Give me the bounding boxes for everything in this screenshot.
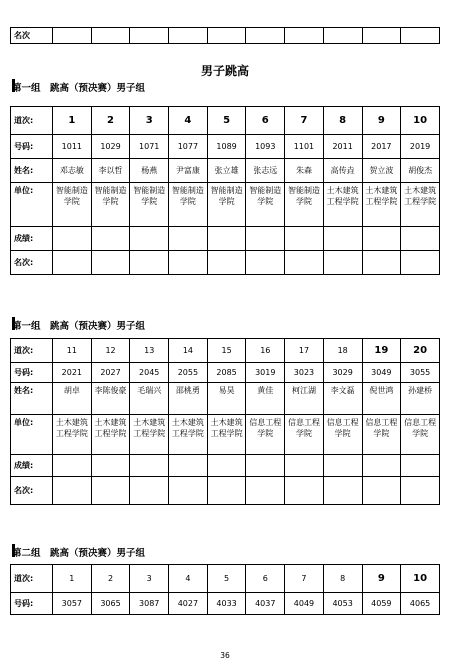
empty-cell <box>362 28 401 44</box>
empty-cell <box>401 455 440 477</box>
table-cell: 姓名: <box>11 159 53 183</box>
table-cell: 李文磊 <box>323 383 362 415</box>
table-cell: 1093 <box>246 135 285 159</box>
table-cell: 成绩: <box>11 227 53 251</box>
table-cell: 3065 <box>91 593 130 615</box>
table-cell: 4 <box>169 565 208 593</box>
table-cell: 6 <box>246 565 285 593</box>
table-cell: 6 <box>246 107 285 135</box>
group-1-heading: 第一组 跳高（预决赛）男子组 <box>12 83 146 94</box>
table-cell: 贺立波 <box>362 159 401 183</box>
table-cell: 号码: <box>11 363 53 383</box>
table-cell: 3019 <box>246 363 285 383</box>
table-cell: 土木建筑工程学院 <box>53 415 92 455</box>
table-cell: 张立雄 <box>207 159 246 183</box>
table-cell: 智能制造学院 <box>91 183 130 227</box>
empty-cell <box>91 251 130 275</box>
table-cell: 黄佳 <box>246 383 285 415</box>
table-cell: 8 <box>323 565 362 593</box>
lane-row <box>11 339 440 363</box>
table-cell: 2021 <box>53 363 92 383</box>
table-cell: 3055 <box>401 363 440 383</box>
table-cell: 1077 <box>169 135 208 159</box>
empty-cell <box>323 477 362 505</box>
table-cell: 18 <box>323 339 362 363</box>
group-3-table <box>10 564 440 615</box>
table-cell: 智能制造学院 <box>130 183 169 227</box>
table-cell: 智能制造学院 <box>285 183 324 227</box>
unit-row <box>11 415 440 455</box>
empty-cell <box>53 477 92 505</box>
table-cell: 名次: <box>11 477 53 505</box>
empty-cell <box>207 455 246 477</box>
rank-row <box>11 251 440 275</box>
number-row <box>11 363 440 383</box>
table-cell: 3029 <box>323 363 362 383</box>
table-cell: 3 <box>130 107 169 135</box>
table-cell: 7 <box>285 107 324 135</box>
table-cell: 4065 <box>401 593 440 615</box>
table-cell: 邵桃勇 <box>169 383 208 415</box>
table-cell: 土木建筑工程学院 <box>323 183 362 227</box>
table-cell: 5 <box>207 107 246 135</box>
table-cell: 单位: <box>11 415 53 455</box>
table-cell: 2027 <box>91 363 130 383</box>
empty-cell <box>246 251 285 275</box>
table-cell: 姓名: <box>11 383 53 415</box>
group-3-heading: 第二组 跳高（预决赛）男子组 <box>12 548 146 559</box>
empty-cell <box>207 477 246 505</box>
group-1-table <box>10 106 440 275</box>
table-cell: 2011 <box>323 135 362 159</box>
table-cell: 高传垚 <box>323 159 362 183</box>
table-cell: 土木建筑工程学院 <box>207 415 246 455</box>
empty-cell <box>130 455 169 477</box>
table-cell: 信息工程学院 <box>362 415 401 455</box>
table-cell: 1 <box>53 565 92 593</box>
empty-cell <box>285 455 324 477</box>
table-cell: 3087 <box>130 593 169 615</box>
table-cell: 孙建桥 <box>401 383 440 415</box>
empty-cell <box>401 28 440 44</box>
table-cell: 土木建筑工程学院 <box>362 183 401 227</box>
table-cell: 智能制造学院 <box>246 183 285 227</box>
table-cell: 土木建筑工程学院 <box>91 415 130 455</box>
table-cell: 张志远 <box>246 159 285 183</box>
page-number: 36 <box>220 651 230 660</box>
table-cell: 2019 <box>401 135 440 159</box>
table-cell: 李陈俊豪 <box>91 383 130 415</box>
table-cell: 胡卓 <box>53 383 92 415</box>
table-cell: 智能制造学院 <box>207 183 246 227</box>
empty-cell <box>130 477 169 505</box>
table-cell: 3049 <box>362 363 401 383</box>
empty-cell <box>246 455 285 477</box>
empty-cell <box>53 227 92 251</box>
empty-cell <box>362 477 401 505</box>
table-cell: 3 <box>130 565 169 593</box>
empty-cell <box>285 227 324 251</box>
table-cell: 3057 <box>53 593 92 615</box>
table-cell: 2045 <box>130 363 169 383</box>
table-cell: 9 <box>362 565 401 593</box>
table-cell: 胡俊杰 <box>401 159 440 183</box>
empty-cell <box>91 28 130 44</box>
table-cell: 道次: <box>11 107 53 135</box>
table-cell: 柯江湖 <box>285 383 324 415</box>
number-row <box>11 593 440 615</box>
table-cell: 4 <box>169 107 208 135</box>
empty-cell <box>130 227 169 251</box>
table-cell: 10 <box>401 107 440 135</box>
table-cell: 尹富康 <box>169 159 208 183</box>
table-cell: 7 <box>285 565 324 593</box>
table-cell: 3023 <box>285 363 324 383</box>
empty-cell <box>207 251 246 275</box>
table-cell: 16 <box>246 339 285 363</box>
empty-cell <box>169 28 208 44</box>
empty-cell <box>362 251 401 275</box>
empty-cell <box>53 28 92 44</box>
table-cell: 14 <box>169 339 208 363</box>
empty-cell <box>323 227 362 251</box>
table-cell: 2017 <box>362 135 401 159</box>
table-cell: 11 <box>53 339 92 363</box>
empty-cell <box>362 227 401 251</box>
empty-cell <box>285 251 324 275</box>
lane-row <box>11 565 440 593</box>
empty-cell <box>323 455 362 477</box>
empty-cell <box>169 251 208 275</box>
table-cell: 1071 <box>130 135 169 159</box>
table-cell: 号码: <box>11 135 53 159</box>
result-row <box>11 227 440 251</box>
top-rank-table <box>10 27 440 44</box>
empty-cell <box>401 251 440 275</box>
table-cell: 1 <box>53 107 92 135</box>
table-cell: 2 <box>91 107 130 135</box>
table-cell: 4053 <box>323 593 362 615</box>
table-cell: 1101 <box>285 135 324 159</box>
empty-cell <box>130 28 169 44</box>
table-cell: 智能制造学院 <box>169 183 208 227</box>
table-cell: 5 <box>207 565 246 593</box>
table-cell: 信息工程学院 <box>401 415 440 455</box>
empty-cell <box>130 251 169 275</box>
empty-cell <box>91 477 130 505</box>
empty-cell <box>246 227 285 251</box>
table-cell: 12 <box>91 339 130 363</box>
table-cell: 单位: <box>11 183 53 227</box>
empty-cell <box>285 28 324 44</box>
empty-cell <box>362 455 401 477</box>
table-cell: 邓志敏 <box>53 159 92 183</box>
table-cell: 17 <box>285 339 324 363</box>
table-cell: 8 <box>323 107 362 135</box>
table-cell: 朱森 <box>285 159 324 183</box>
name-row <box>11 383 440 415</box>
table-cell: 道次: <box>11 565 53 593</box>
table-cell: 号码: <box>11 593 53 615</box>
number-row <box>11 135 440 159</box>
table-cell: 4037 <box>246 593 285 615</box>
empty-cell <box>285 477 324 505</box>
table-cell: 李以哲 <box>91 159 130 183</box>
table-cell: 信息工程学院 <box>285 415 324 455</box>
empty-cell <box>401 227 440 251</box>
table-cell: 毛瑞兴 <box>130 383 169 415</box>
empty-cell <box>53 251 92 275</box>
table-cell: 土木建筑工程学院 <box>401 183 440 227</box>
empty-cell <box>91 227 130 251</box>
table-cell: 10 <box>401 565 440 593</box>
table-cell: 智能制造学院 <box>53 183 92 227</box>
lane-row <box>11 107 440 135</box>
empty-cell <box>207 227 246 251</box>
empty-cell <box>169 227 208 251</box>
table-cell: 道次: <box>11 339 53 363</box>
table-cell: 2085 <box>207 363 246 383</box>
unit-row <box>11 183 440 227</box>
table-cell: 杨燕 <box>130 159 169 183</box>
empty-cell <box>169 477 208 505</box>
table-cell: 4027 <box>169 593 208 615</box>
table-cell: 15 <box>207 339 246 363</box>
table-cell: 2055 <box>169 363 208 383</box>
group-2-heading: 第一组 跳高（预决赛）男子组 <box>12 321 146 332</box>
table-cell: 土木建筑工程学院 <box>169 415 208 455</box>
table-cell: 13 <box>130 339 169 363</box>
table-cell: 2 <box>91 565 130 593</box>
table-cell: 成绩: <box>11 455 53 477</box>
table-cell: 9 <box>362 107 401 135</box>
empty-cell <box>246 28 285 44</box>
empty-cell <box>53 455 92 477</box>
table-cell: 4033 <box>207 593 246 615</box>
section-title: 男子跳高 <box>200 64 249 78</box>
table-cell: 名次: <box>11 251 53 275</box>
table-cell: 4059 <box>362 593 401 615</box>
table-cell: 4049 <box>285 593 324 615</box>
empty-cell <box>323 251 362 275</box>
empty-cell <box>323 28 362 44</box>
table-cell: 土木建筑工程学院 <box>130 415 169 455</box>
table-cell: 倪世鸿 <box>362 383 401 415</box>
empty-cell <box>207 28 246 44</box>
empty-cell <box>169 455 208 477</box>
table-cell: 20 <box>401 339 440 363</box>
rank-label: 名次 <box>11 28 53 44</box>
name-row <box>11 159 440 183</box>
table-cell: 1011 <box>53 135 92 159</box>
empty-cell <box>91 455 130 477</box>
group-2-table <box>10 338 440 505</box>
result-row <box>11 455 440 477</box>
table-cell: 1029 <box>91 135 130 159</box>
empty-cell <box>246 477 285 505</box>
table-cell: 信息工程学院 <box>323 415 362 455</box>
table-cell: 信息工程学院 <box>246 415 285 455</box>
empty-cell <box>401 477 440 505</box>
table-cell: 1089 <box>207 135 246 159</box>
table-cell: 易昊 <box>207 383 246 415</box>
table-cell: 19 <box>362 339 401 363</box>
rank-row <box>11 477 440 505</box>
